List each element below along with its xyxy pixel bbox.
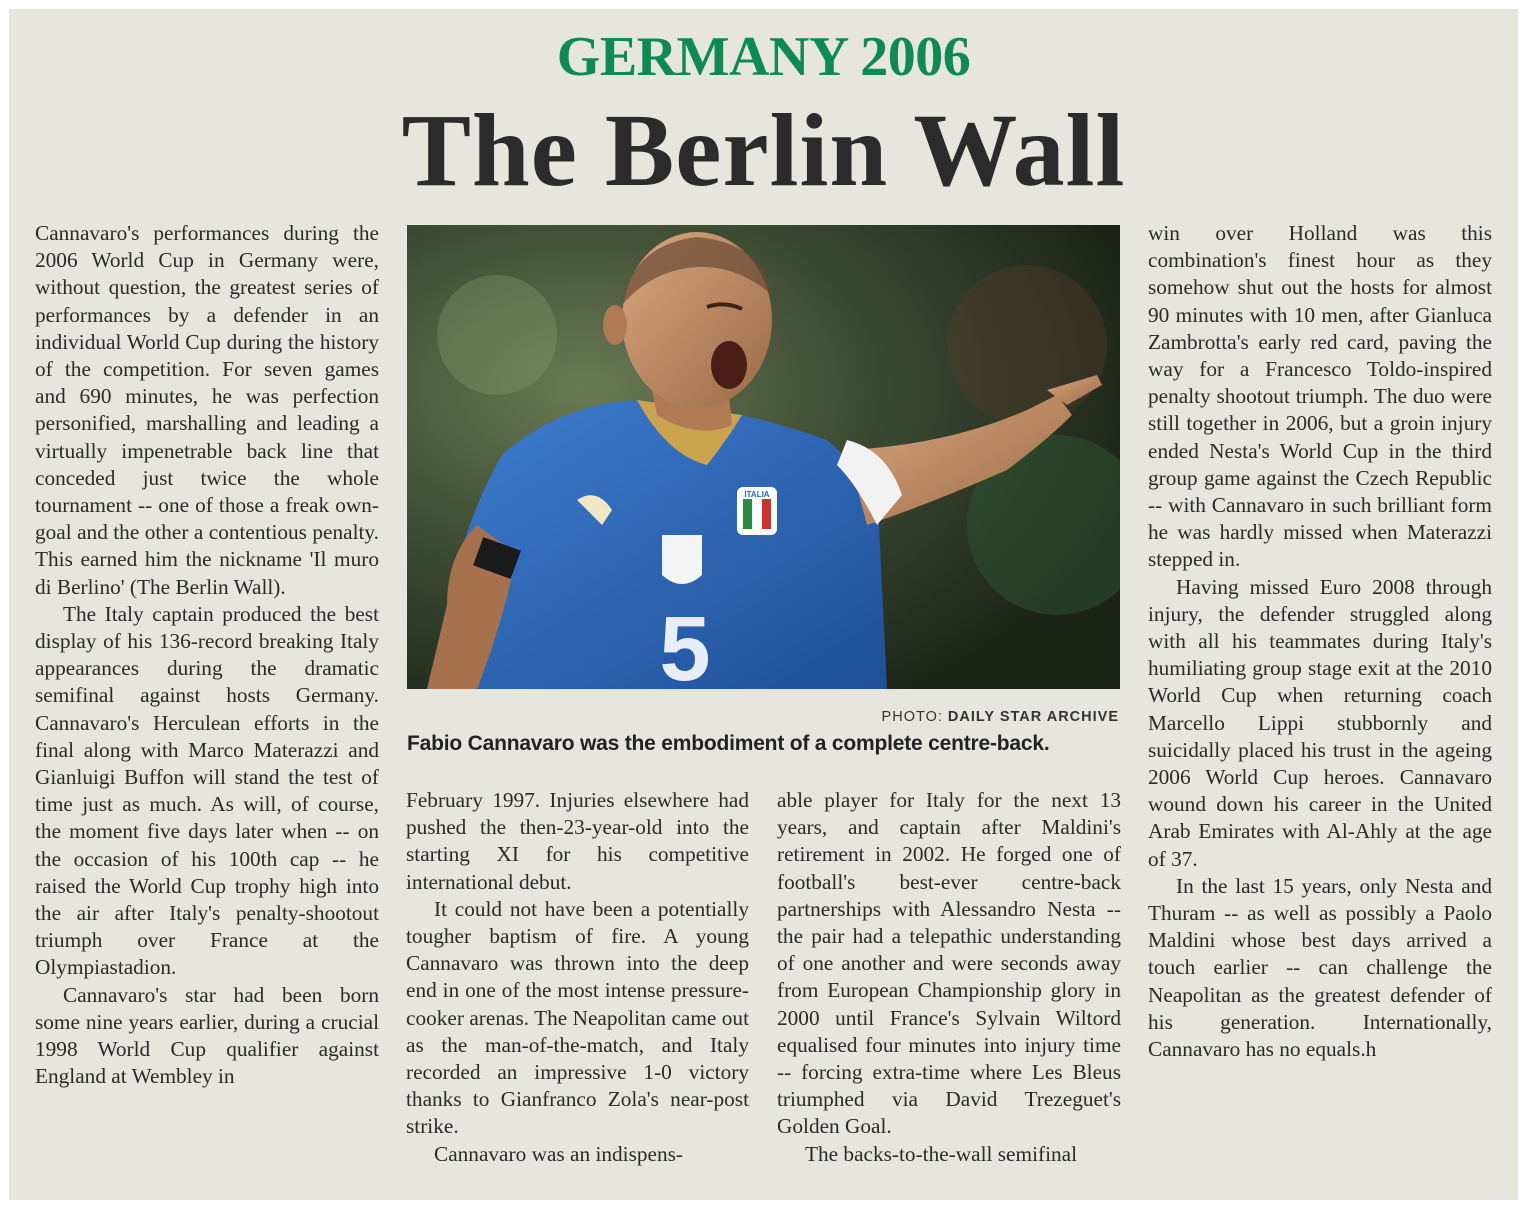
newspaper-page (9, 9, 1518, 1200)
player-photo (407, 225, 1120, 689)
photo-caption: Fabio Cannavaro was the embodiment of a complete centre-back. (407, 732, 1050, 755)
article-column-2 (406, 787, 749, 1200)
paragraph: The backs-to-the-wall semifinal (805, 1141, 1078, 1166)
player-photo-icon (407, 225, 1120, 689)
paragraph: In the last 15 years, only Nesta and Thuram -- as well as possibly a Paolo Maldini whose best days arrived a touch earlier -- can challenge the Neapolitan as the greatest defender of his generation. Internationally, Cannavaro has no equals.h (1148, 873, 1492, 1062)
paragraph: The Italy captain produced the best display of his 136-record breaking Italy appearances during the dramatic semifinal against hosts Germany. Cannavaro's Herculean efforts in the final along with Marco Materazzi and Gianluigi Buffon will stand the test of time just as much. As will, of course, the moment five days later when -- on the occasion of his 100th cap -- he raised the World Cup trophy high into the air after Italy's penalty-shootout triumph over France at the Olympiastadion. (35, 601, 379, 980)
paragraph: Cannavaro's star had been born some nine years earlier, during a crucial 1998 World Cup qualifier against England at Wembley in (35, 982, 379, 1089)
section-kicker: GERMANY 2006 (556, 26, 971, 88)
badge-text: ITALIA (744, 490, 770, 499)
paragraph: Having missed Euro 2008 through injury, the defender struggled along with all his teammates during Italy's humiliating group stage exit at the 2010 World Cup when returning coach Marcello Lippi stubbornly and suicidally placed his trust in the ageing 2006 World Cup heroes. Cannavaro wound down his career in the United Arab Emirates with Al-Ahly at the age of 37. (1148, 574, 1492, 871)
article-column-3 (777, 787, 1121, 1200)
paragraph: Cannavaro was an indispens- (434, 1141, 683, 1166)
photo-credit-prefix: PHOTO: (881, 709, 948, 725)
paragraph: Cannavaro's performances during the 2006 World Cup in Germany were, without question, the greatest series of performances by a defender in an individual World Cup during the history of the competition. For seven games and 690 minutes, he was perfection personified, marshalling and leading a virtually impenetrable back line that conceded just twice the whole tournament -- one of those a freak own-goal and the other a contentious penalty. This earned him the nickname 'Il muro di Berlino' (The Berlin Wall). (35, 221, 379, 599)
paragraph: win over Holland was this combination's finest hour as they somehow shut out the hosts for almost 90 minutes with 10 men, after Gianluca Zambrotta's early red card, paving the way for a Francesco Toldo-inspired penalty shootout triumph. The duo were still together in 2006, but a groin injury ended Nesta's World Cup in the third group game against the Czech Republic -- with Cannavaro in such brilliant form he was hardly missed when Materazzi stepped in. (1148, 221, 1492, 572)
article-column-4 (1148, 220, 1492, 1200)
article-column-1 (35, 220, 379, 1200)
paragraph: February 1997. Injuries elsewhere had pushed the then-23-year-old into the starting XI for his competitive international debut. (406, 788, 749, 894)
paragraph: It could not have been a potentially tougher baptism of fire. A young Cannavaro was thrown into the deep end in one of the most intense pressure-cooker arenas. The Neapolitan came out as the man-of-the-match, and Italy recorded an impressive 1-0 victory thanks to Gianfranco Zola's near-post strike. (406, 896, 749, 1139)
article-headline: The Berlin Wall (401, 93, 1126, 208)
shirt-number: 5 (659, 598, 711, 689)
paragraph: able player for Italy for the next 13 years, and captain after Maldini's retirement in 2002. He forged one of football's best-ever centre-back partnerships with Alessandro Nesta -- the pair had a telepathic understanding of one another and were seconds away from European Championship glory in 2000 until France's Sylvain Wiltord equalised four minutes into injury time -- forcing extra-time where Les Bleus triumphed via David Trezeguet's Golden Goal. (777, 788, 1121, 1139)
photo-credit-source: DAILY STAR ARCHIVE (947, 709, 1119, 725)
photo-credit (709, 709, 1119, 725)
